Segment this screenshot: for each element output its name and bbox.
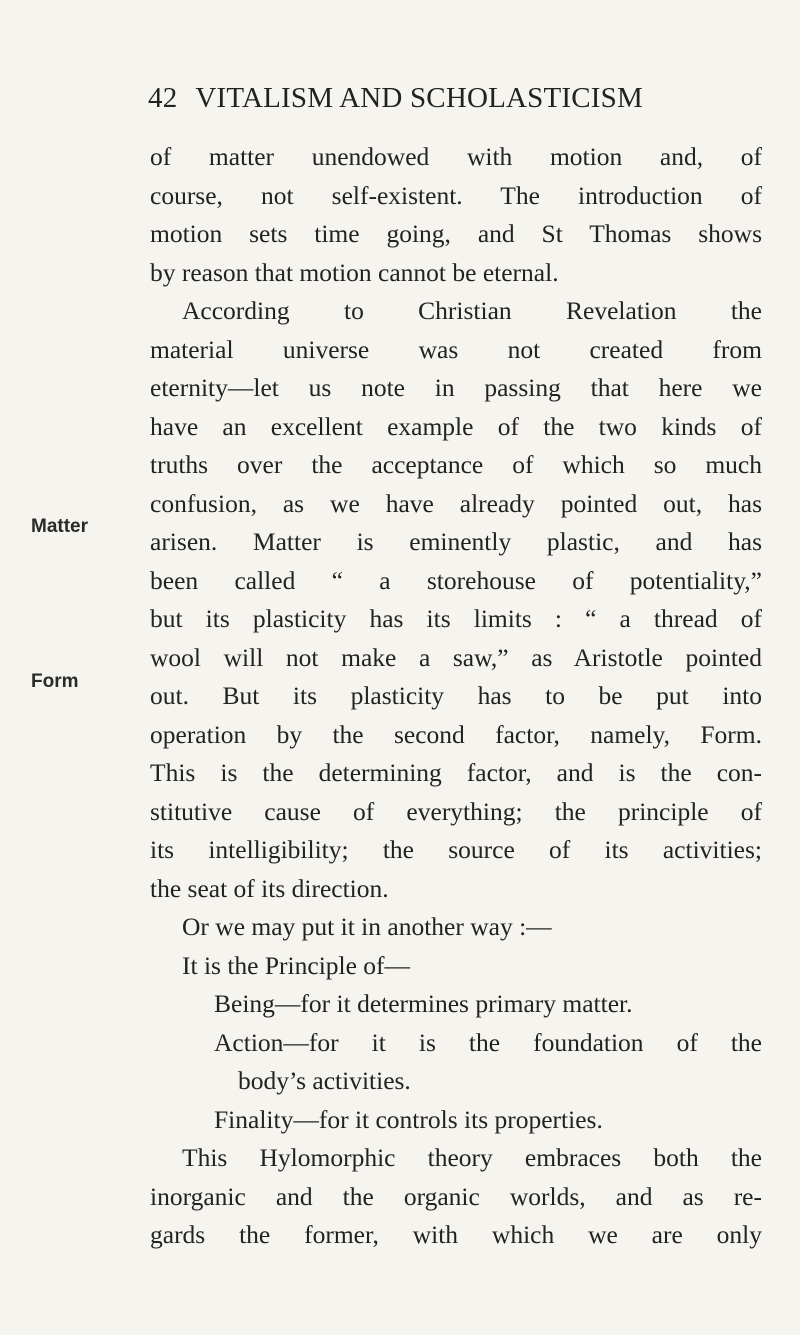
text-line: body’s activities. — [238, 1066, 411, 1095]
text-line: stitutive cause of everything; the principle of — [150, 796, 762, 826]
text-line: out. But its plasticity has to be put into — [150, 681, 762, 710]
text-line: inorganic and the organic worlds, and as re- — [150, 1181, 762, 1211]
text-line: Finality—for it controls its properties. — [214, 1104, 603, 1134]
text-line: its intelligibility; the source of its activities; — [150, 835, 762, 864]
text-line: have an excellent example of the two kinds of — [150, 411, 762, 441]
text-line: operation by the second factor, namely, Form. — [150, 719, 762, 749]
running-title: VITALISM AND SCHOLASTICISM — [195, 82, 643, 114]
text-line: motion sets time going, and St Thomas shows — [150, 219, 762, 248]
text-line: been called “ a storehouse of potentiality,” — [150, 565, 762, 595]
text-line: Or we may put it in another way :— — [182, 912, 552, 941]
text-line: Action—for it is the foundation of the — [214, 1027, 762, 1057]
margin-note-matter: Matter — [31, 516, 89, 537]
text-line: but its plasticity has its limits : “ a thread of — [150, 604, 762, 633]
text-line: It is the Principle of— — [182, 950, 411, 980]
body-text — [150, 138, 762, 1255]
text-line: Being—for it determines primary matter. — [214, 989, 633, 1018]
text-line: truths over the acceptance of which so much — [150, 450, 762, 479]
text-line: arisen. Matter is eminently plastic, and has — [150, 527, 762, 556]
text-line: This is the determining factor, and is the con- — [150, 758, 762, 787]
text-line: wool will not make a saw,” as Aristotle pointed — [150, 642, 762, 672]
text-line: This Hylomorphic theory embraces both the — [182, 1143, 762, 1172]
text-line: confusion, as we have already pointed out, has — [150, 488, 762, 518]
text-line: course, not self-existent. The introduction of — [150, 180, 762, 210]
margin-note-form: Form — [31, 671, 79, 692]
text-line: material universe was not created from — [150, 334, 762, 364]
text-line: According to Christian Revelation the — [182, 296, 762, 325]
page-number: 42 — [148, 82, 178, 114]
text-line: by reason that motion cannot be eternal. — [150, 257, 559, 287]
text-line: eternity—let us note in passing that here we — [150, 373, 762, 402]
text-line: gards the former, with which we are only — [150, 1220, 762, 1249]
text-line: the seat of its direction. — [150, 873, 389, 903]
page-header — [148, 82, 748, 115]
text-line: of matter unendowed with motion and, of — [150, 142, 762, 171]
